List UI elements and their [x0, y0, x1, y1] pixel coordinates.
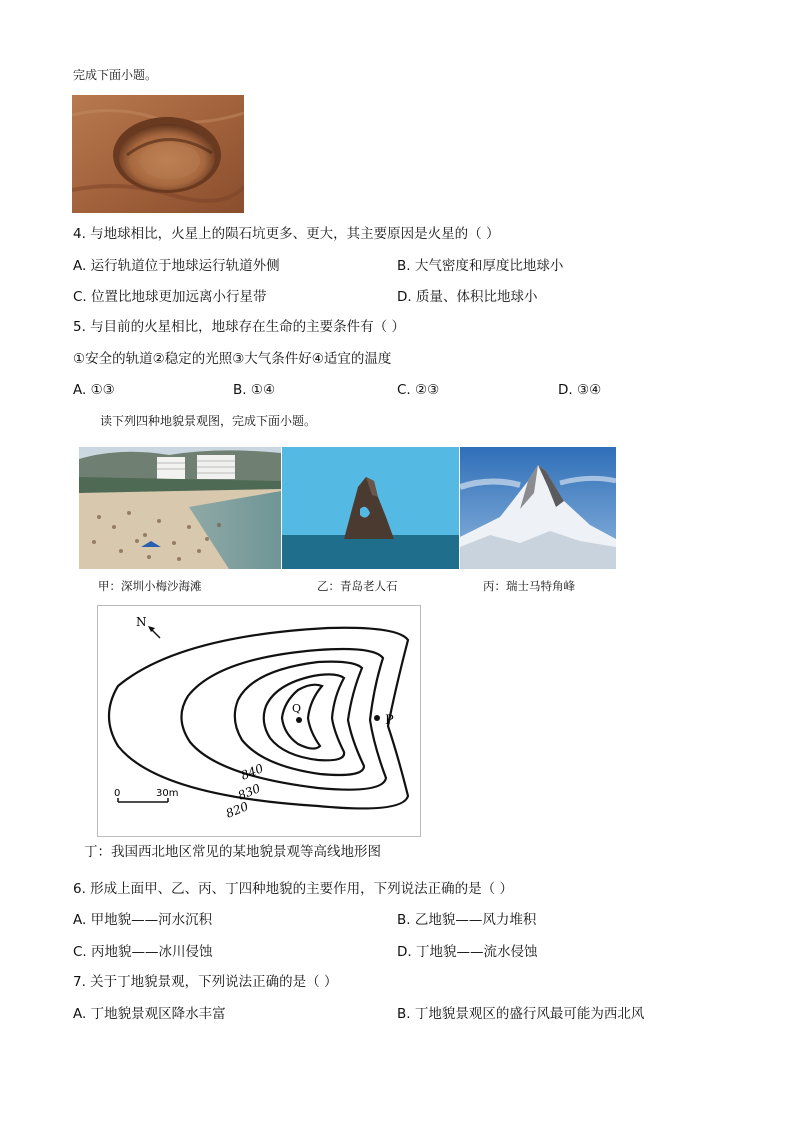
caption-yi: 乙：青岛老人石 [317, 579, 398, 593]
question-4-option-a: A. 运行轨道位于地球运行轨道外侧 [73, 258, 280, 274]
point-q-icon [296, 717, 302, 723]
question-7-stem: 7. 关于丁地貌景观，下列说法正确的是（ ） [73, 974, 338, 990]
point-p-label: P [385, 713, 394, 728]
question-5-stem: 5. 与目前的火星相比，地球存在生命的主要条件有（ ） [73, 319, 405, 335]
scale-length-label: 30m [156, 788, 179, 799]
section-intro-2: 读下列四种地貌景观图，完成下面小题。 [100, 414, 317, 428]
contour-map [97, 605, 421, 837]
question-4-option-c: C. 位置比地球更加远离小行星带 [73, 289, 267, 305]
question-5-option-b: B. ①④ [233, 382, 276, 398]
point-p-icon [374, 715, 380, 721]
question-6-option-a: A. 甲地貌——河水沉积 [73, 912, 213, 928]
question-7-option-a: A. 丁地貌景观区降水丰富 [73, 1006, 226, 1022]
contour-label-820: 820 [223, 799, 251, 821]
section-intro: 完成下面小题。 [73, 68, 158, 82]
caption-bing: 丙：瑞士马特角峰 [483, 579, 575, 593]
question-5-option-a: A. ①③ [73, 382, 115, 398]
matterhorn-photo [460, 447, 616, 569]
question-6-option-c: C. 丙地貌——冰川侵蚀 [73, 944, 213, 960]
question-4-option-b: B. 大气密度和厚度比地球小 [397, 258, 564, 274]
question-5-option-d: D. ③④ [558, 382, 602, 398]
question-5-option-c: C. ②③ [397, 382, 440, 398]
question-4-option-d: D. 质量、体积比地球小 [397, 289, 538, 305]
north-label: N [136, 615, 147, 629]
point-q-label: Q [292, 702, 302, 715]
scale-zero-label: 0 [114, 788, 121, 799]
question-6-option-d: D. 丁地貌——流水侵蚀 [397, 944, 538, 960]
mars-crater-image [72, 95, 244, 213]
question-7-option-b: B. 丁地貌景观区的盛行风最可能为西北风 [397, 1006, 645, 1022]
contour-label-840: 840 [238, 761, 266, 783]
question-5-conditions: ①安全的轨道②稳定的光照③大气条件好④适宜的温度 [73, 351, 392, 367]
question-4-stem: 4. 与地球相比，火星上的陨石坑更多、更大，其主要原因是火星的（ ） [73, 226, 500, 242]
caption-jia: 甲：深圳小梅沙海滩 [98, 579, 202, 593]
beach-photo [79, 447, 281, 569]
question-6-stem: 6. 形成上面甲、乙、丙、丁四种地貌的主要作用，下列说法正确的是（ ） [73, 881, 513, 897]
sea-rock-photo [282, 447, 459, 569]
contour-label-830: 830 [235, 781, 263, 803]
question-6-option-b: B. 乙地貌——风力堆积 [397, 912, 537, 928]
map-caption: 丁：我国西北地区常见的某地貌景观等高线地形图 [84, 844, 381, 860]
